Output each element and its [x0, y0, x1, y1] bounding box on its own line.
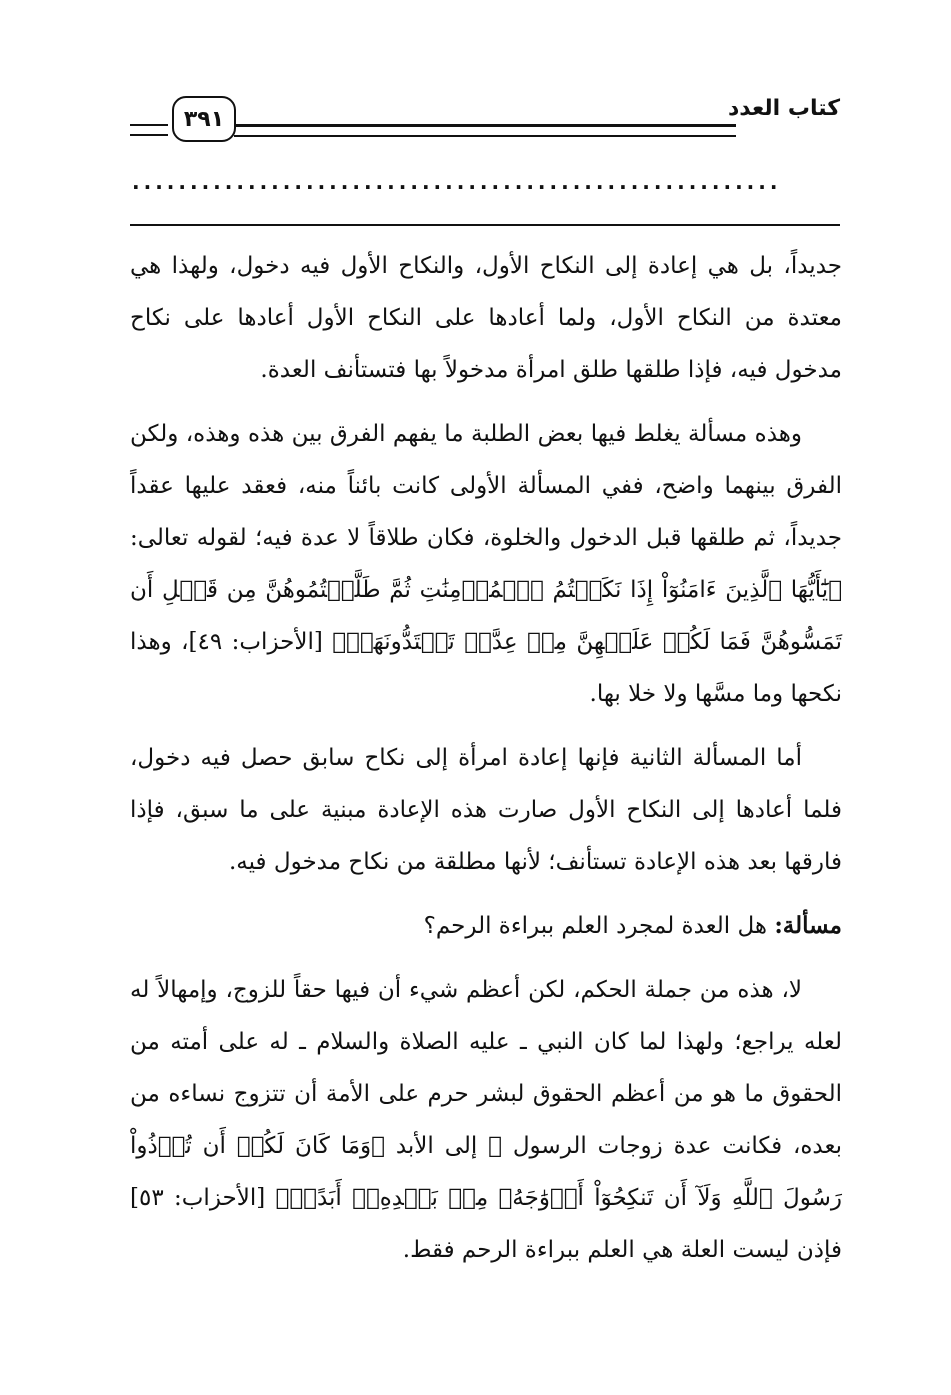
paragraph-3: أما المسألة الثانية فإنها إعادة امرأة إلى نكاح سابق حصل فيه دخول، فلما أعادها إلى النكاح الأول صارت هذه الإعادة مبنية على ما سبق، فإذا فارقها بعد هذه الإعادة تستأنف؛ لأنها مطلقة من نكاح مدخول فيه.: [130, 745, 842, 875]
header-rule-right: [234, 124, 736, 137]
separator-rule: [130, 224, 840, 226]
paragraph-2: وهذه مسألة يغلط فيها بعض الطلبة ما يفهم الفرق بين هذه وهذه، ولكن الفرق بينهما واضح، ففي المسألة الأولى كانت بائناً منه، فعقد عليها عقداً جديداً، ثم طلقها قبل الدخول والخلوة، فكان طلاقاً لا عدة فيه؛ لقوله تعالى: ﴿يَٰٓأَيُّهَا ٱلَّذِينَ ءَامَنُوٓاْ إِذَا نَكَحۡتُمُ ٱلۡمُؤۡمِنَٰتِ ثُمَّ طَلَّقۡتُمُوهُنَّ مِن قَبۡلِ أَن تَمَسُّوهُنَّ فَمَا لَكُمۡ عَلَيۡهِنَّ مِنۡ عِدَّةٖ تَعۡتَدُّونَهَاۖ﴾ [الأحزاب: ٤٩]، وهذا نكحها وما مسَّها ولا خلا بها.: [130, 421, 842, 707]
question-label: مسألة:: [774, 912, 842, 939]
paragraph-1: جديداً، بل هي إعادة إلى النكاح الأول، والنكاح الأول فيه دخول، ولهذا هي معتدة من النكاح الأول، ولما أعادها على النكاح الأول أعادها على نكاح مدخول فيه، فإذا طلقها طلق امرأة مدخولاً بها فتستأنف العدة.: [130, 253, 842, 383]
answer-paragraph: لا، هذه من جملة الحكم، لكن أعظم شيء أن فيها حقاً للزوج، وإمهالاً له لعله يراجع؛ ولهذا لما كان النبي ـ عليه الصلاة والسلام ـ له على أمته من الحقوق ما هو من أعظم الحقوق لبشر حرم على الأمة أن تتزوج نساءه من بعده، فكانت عدة زوجات الرسول ﷺ إلى الأبد ﴿وَمَا كَانَ لَكُمۡ أَن تُؤۡذُواْ رَسُولَ ٱللَّهِ وَلَآ أَن تَنكِحُوٓاْ أَزۡوَٰجَهُۥ مِنۢ بَعۡدِهِۦٓ أَبَدًاۚ﴾ [الأحزاب: ٥٣] فإذن ليست العلة هي العلم ببراءة الرحم فقط.: [130, 977, 842, 1263]
header-rule-left: [130, 124, 168, 136]
question: [130, 900, 842, 952]
page-body: [130, 240, 842, 1288]
book-title: كتاب العدد: [727, 96, 840, 121]
question-text: هل العدة لمجرد العلم ببراءة الرحم؟: [423, 913, 775, 939]
dotted-separator: ........................................................: [132, 170, 782, 194]
page-header: [130, 90, 840, 146]
page-number: ٣٩١: [172, 96, 236, 142]
